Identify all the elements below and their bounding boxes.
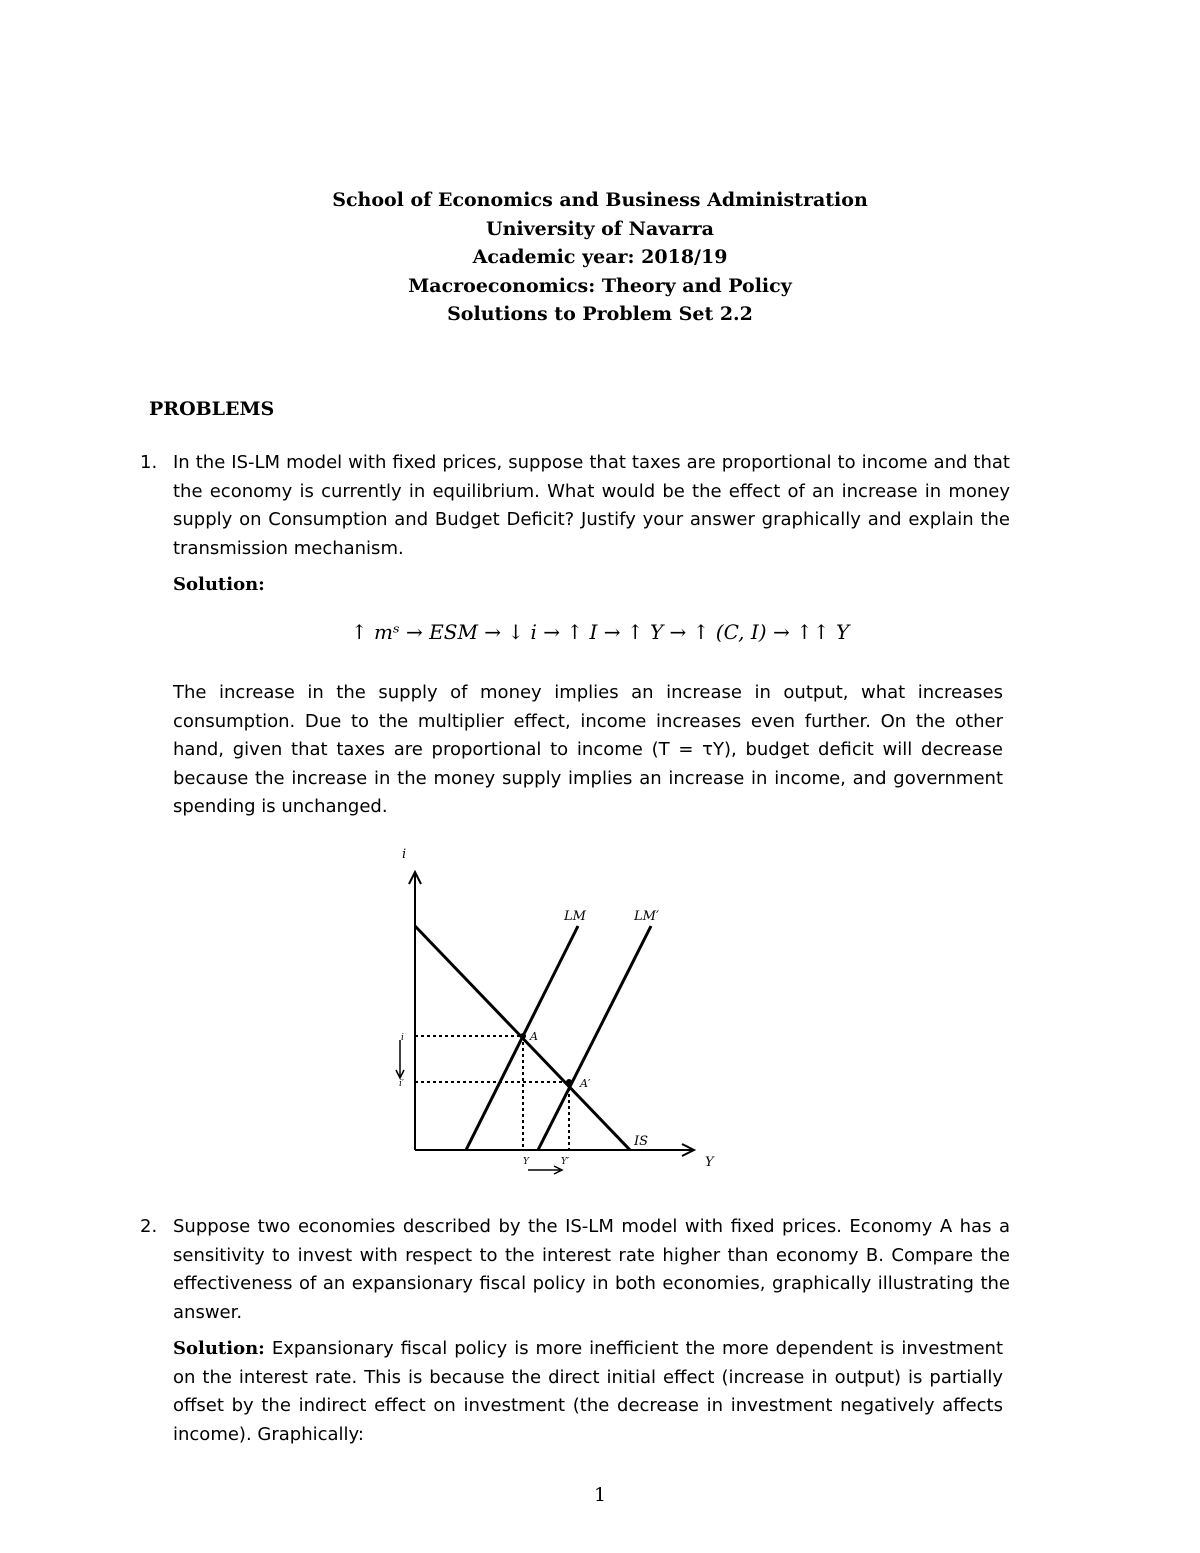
y-axis-label: i	[402, 847, 407, 862]
transmission-formula: ↑ mˢ → ESM → ↓ i → ↑ I → ↑ Y → ↑ (C, I) → ↑↑ Y	[350, 620, 850, 644]
page-number: 1	[593, 1484, 607, 1506]
point-a-marker	[520, 1033, 526, 1039]
academic-year: Academic year: 2018/19	[472, 246, 728, 268]
lm-prime-curve	[538, 926, 651, 1150]
output-y-label: Y	[523, 1157, 529, 1167]
school-name: School of Economics and Business Administration	[332, 189, 868, 211]
solution-label: Solution:	[173, 574, 265, 595]
problem-question: Suppose two economies described by the IS-LM model with fixed prices. Economy A has a sensitivity to invest with respect to the interest rate higher than economy B. Compare the effectiveness of an expansionary fiscal policy in both economies, graphically illustrating the answer.	[173, 1216, 1010, 1323]
output-y-prime-label: Y′	[561, 1157, 569, 1167]
document-title: Solutions to Problem Set 2.2	[447, 303, 753, 325]
rate-i-label: i	[401, 1033, 404, 1043]
point-a-label: A	[530, 1030, 538, 1043]
problem-number: 1.	[140, 452, 158, 473]
problem-1	[140, 449, 1010, 563]
solution-explanation: The increase in the supply of money implies an increase in output, what increases consumption. Due to the multiplier effect, income increases even further. On the other hand, given that taxes are proportional to income (T = τY), budget deficit will decrease because the increase in the money supply implies an increase in income, and government spending is unchanged.	[173, 682, 1003, 817]
x-axis-label: Y	[705, 1155, 714, 1170]
solution-heading	[173, 571, 1003, 600]
problem-number: 2.	[140, 1216, 158, 1237]
problem-question: In the IS-LM model with fixed prices, suppose that taxes are proportional to income and that the economy is currently in equilibrium. What would be the effect of an increase in money supply on Consumption and Budget Deficit? Justify your answer graphically and explain the transmission mechanism.	[173, 452, 1010, 559]
is-lm-diagram	[0, 840, 1200, 1200]
lm-prime-label: LM′	[634, 909, 659, 924]
solution-label: Solution:	[173, 1338, 265, 1359]
course-title: Macroeconomics: Theory and Policy	[408, 274, 792, 297]
solution-2	[173, 1335, 1003, 1449]
point-a-prime-marker	[566, 1079, 572, 1085]
lm-label: LM	[564, 909, 586, 924]
document-header	[0, 186, 1200, 329]
point-a-prime-label: A′	[580, 1077, 591, 1090]
university-name: University of Navarra	[486, 217, 714, 240]
rate-i-prime-label: i′	[399, 1079, 404, 1089]
is-label: IS	[634, 1134, 649, 1149]
solution-text: Expansionary fiscal policy is more inefficient the more dependent is investment on the interest rate. This is because the direct initial effect (increase in output) is partially offset by the indirect effect on investment (the decrease in investment negatively affects income). Graphically:	[173, 1338, 1003, 1445]
section-title: PROBLEMS	[149, 398, 275, 420]
problem-2	[140, 1213, 1010, 1327]
